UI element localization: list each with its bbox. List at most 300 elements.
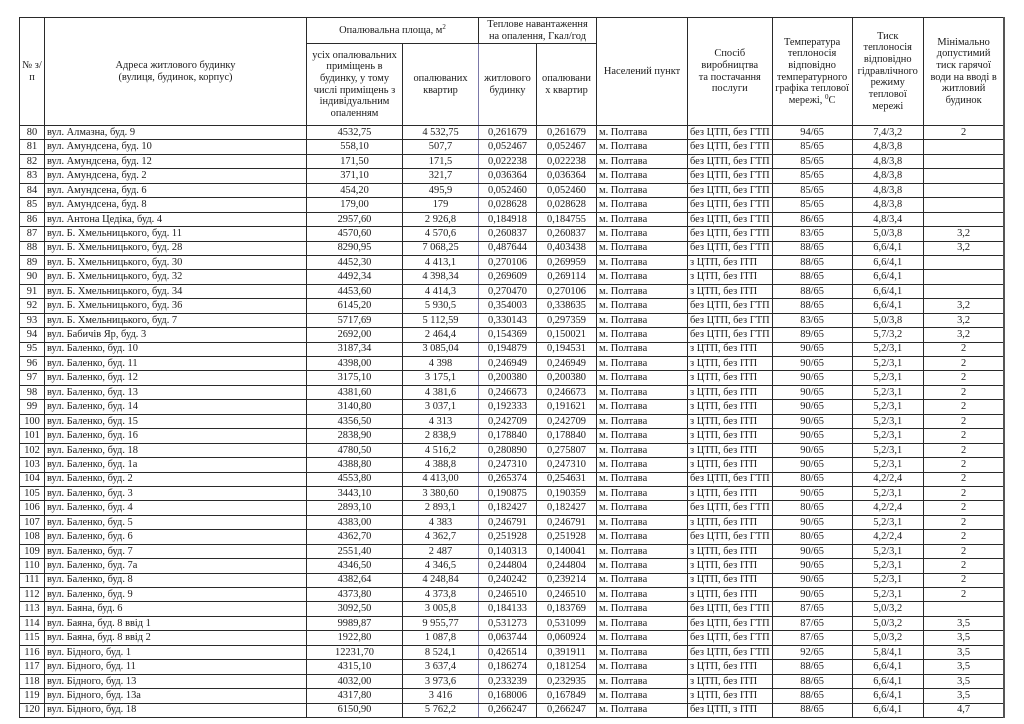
- row-temperature: 87/65: [772, 631, 852, 645]
- row-area-all: 454,20: [307, 183, 403, 197]
- row-load-house: 0,052460: [479, 183, 537, 197]
- row-address: вул. Баленко, буд. 6: [45, 530, 307, 544]
- row-min-pressure: 2: [923, 559, 1004, 573]
- row-address: вул. Баяна, буд. 8 ввід 1: [45, 616, 307, 630]
- row-area-apartments: 4 383: [403, 515, 479, 529]
- row-number: 115: [20, 631, 45, 645]
- row-number: 96: [20, 357, 45, 371]
- row-method: з ЦТП, без ІТП: [688, 443, 773, 457]
- row-settlement: м. Полтава: [597, 140, 688, 154]
- row-number: 114: [20, 616, 45, 630]
- row-method: без ЦТП, без ГТП: [688, 198, 773, 212]
- row-min-pressure: 2: [923, 429, 1004, 443]
- row-area-apartments: 7 068,25: [403, 241, 479, 255]
- row-settlement: м. Полтава: [597, 660, 688, 674]
- row-temperature: 88/65: [772, 689, 852, 703]
- row-load-apartments: 0,190359: [537, 486, 597, 500]
- row-address: вул. Бідного, буд. 11: [45, 660, 307, 674]
- row-area-all: 2551,40: [307, 544, 403, 558]
- row-load-house: 0,426514: [479, 645, 537, 659]
- row-settlement: м. Полтава: [597, 501, 688, 515]
- row-min-pressure: 3,2: [923, 227, 1004, 241]
- row-min-pressure: 3,5: [923, 674, 1004, 688]
- row-load-house: 0,063744: [479, 631, 537, 645]
- row-load-apartments: 0,270106: [537, 284, 597, 298]
- row-area-all: 2838,90: [307, 429, 403, 443]
- row-number: 99: [20, 400, 45, 414]
- row-min-pressure: 2: [923, 472, 1004, 486]
- row-area-apartments: 2 487: [403, 544, 479, 558]
- row-pressure: 6,6/4,1: [852, 689, 923, 703]
- table-row: [20, 674, 1005, 688]
- table-row: [20, 616, 1005, 630]
- row-number: 86: [20, 212, 45, 226]
- row-pressure: 5,8/4,1: [852, 645, 923, 659]
- row-number: 88: [20, 241, 45, 255]
- row-pressure: 5,2/3,1: [852, 414, 923, 428]
- row-address: вул. Амундсена, буд. 10: [45, 140, 307, 154]
- row-address: вул. Баленко, буд. 10: [45, 342, 307, 356]
- row-load-apartments: 0,200380: [537, 371, 597, 385]
- row-temperature: 90/65: [772, 371, 852, 385]
- row-method: з ЦТП, без ІТП: [688, 458, 773, 472]
- row-load-apartments: 0,269959: [537, 255, 597, 269]
- row-settlement: м. Полтава: [597, 328, 688, 342]
- table-row: [20, 472, 1005, 486]
- table-row: [20, 573, 1005, 587]
- row-area-all: 4373,80: [307, 588, 403, 602]
- table-row: [20, 645, 1005, 659]
- row-method: без ЦТП, без ГТП: [688, 299, 773, 313]
- row-pressure: 4,2/2,4: [852, 530, 923, 544]
- row-area-apartments: 4 414,3: [403, 284, 479, 298]
- row-number: 113: [20, 602, 45, 616]
- row-load-house: 0,270470: [479, 284, 537, 298]
- row-number: 85: [20, 198, 45, 212]
- row-area-apartments: 5 930,5: [403, 299, 479, 313]
- table-row: [20, 255, 1005, 269]
- row-address: вул. Баленко, буд. 7а: [45, 559, 307, 573]
- row-load-house: 0,246673: [479, 385, 537, 399]
- row-settlement: м. Полтава: [597, 602, 688, 616]
- row-method: без ЦТП, без ГТП: [688, 169, 773, 183]
- row-method: з ЦТП, без ІТП: [688, 255, 773, 269]
- row-load-house: 0,270106: [479, 255, 537, 269]
- table-row: [20, 140, 1005, 154]
- row-load-house: 0,178840: [479, 429, 537, 443]
- row-pressure: 5,2/3,1: [852, 429, 923, 443]
- row-pressure: 5,2/3,1: [852, 342, 923, 356]
- row-address: вул. Б. Хмельницького, буд. 36: [45, 299, 307, 313]
- row-number: 116: [20, 645, 45, 659]
- row-address: вул. Баленко, буд. 12: [45, 371, 307, 385]
- row-settlement: м. Полтава: [597, 689, 688, 703]
- row-settlement: м. Полтава: [597, 270, 688, 284]
- row-address: вул. Баленко, буд. 13: [45, 385, 307, 399]
- row-area-all: 5717,69: [307, 313, 403, 327]
- row-number: 100: [20, 414, 45, 428]
- row-settlement: м. Полтава: [597, 154, 688, 168]
- row-min-pressure: 3,5: [923, 660, 1004, 674]
- row-area-all: 4381,60: [307, 385, 403, 399]
- row-temperature: 83/65: [772, 227, 852, 241]
- row-number: 81: [20, 140, 45, 154]
- row-area-apartments: 5 762,2: [403, 703, 479, 717]
- row-address: вул. Б. Хмельницького, буд. 28: [45, 241, 307, 255]
- row-number: 106: [20, 501, 45, 515]
- row-settlement: м. Полтава: [597, 486, 688, 500]
- row-area-apartments: 2 893,1: [403, 501, 479, 515]
- row-pressure: 5,2/3,1: [852, 573, 923, 587]
- row-area-apartments: 4 398,34: [403, 270, 479, 284]
- row-address: вул. Баленко, буд. 14: [45, 400, 307, 414]
- row-pressure: 4,2/2,4: [852, 501, 923, 515]
- row-load-house: 0,233239: [479, 674, 537, 688]
- row-min-pressure: 2: [923, 414, 1004, 428]
- row-method: без ЦТП, без ГТП: [688, 602, 773, 616]
- row-number: 120: [20, 703, 45, 717]
- row-area-apartments: 4 570,6: [403, 227, 479, 241]
- header-pressure: Тиск теплоносія відповідно гідравлічного режиму теплової мережі: [852, 18, 923, 126]
- row-area-apartments: 4 532,75: [403, 126, 479, 140]
- row-load-apartments: 0,182427: [537, 501, 597, 515]
- row-number: 89: [20, 255, 45, 269]
- row-area-all: 171,50: [307, 154, 403, 168]
- row-area-all: 4356,50: [307, 414, 403, 428]
- row-number: 107: [20, 515, 45, 529]
- row-number: 119: [20, 689, 45, 703]
- header-heat-load: Теплове навантаження на опалення, Гкал/год: [479, 18, 597, 44]
- row-number: 110: [20, 559, 45, 573]
- row-pressure: 6,6/4,1: [852, 284, 923, 298]
- row-area-apartments: 507,7: [403, 140, 479, 154]
- row-method: без ЦТП, без ГТП: [688, 212, 773, 226]
- row-pressure: 6,6/4,1: [852, 660, 923, 674]
- row-address: вул. Баленко, буд. 5: [45, 515, 307, 529]
- row-load-house: 0,261679: [479, 126, 537, 140]
- row-temperature: 90/65: [772, 414, 852, 428]
- row-temperature: 90/65: [772, 443, 852, 457]
- row-min-pressure: [923, 154, 1004, 168]
- row-min-pressure: 3,2: [923, 299, 1004, 313]
- row-area-all: 4453,60: [307, 284, 403, 298]
- row-pressure: 5,2/3,1: [852, 588, 923, 602]
- row-load-apartments: 0,052467: [537, 140, 597, 154]
- row-method: без ЦТП, без ГТП: [688, 616, 773, 630]
- row-temperature: 90/65: [772, 573, 852, 587]
- row-address: вул. Бабичів Яр, буд. 3: [45, 328, 307, 342]
- row-address: вул. Бідного, буд. 13а: [45, 689, 307, 703]
- row-address: вул. Б. Хмельницького, буд. 34: [45, 284, 307, 298]
- row-temperature: 88/65: [772, 660, 852, 674]
- row-temperature: 80/65: [772, 472, 852, 486]
- row-min-pressure: [923, 183, 1004, 197]
- table-row: [20, 357, 1005, 371]
- row-area-apartments: 8 524,1: [403, 645, 479, 659]
- row-area-all: 3140,80: [307, 400, 403, 414]
- row-pressure: 5,2/3,1: [852, 515, 923, 529]
- row-min-pressure: 2: [923, 458, 1004, 472]
- row-address: вул. Амундсена, буд. 6: [45, 183, 307, 197]
- row-load-house: 0,140313: [479, 544, 537, 558]
- row-area-apartments: 171,5: [403, 154, 479, 168]
- row-load-apartments: 0,052460: [537, 183, 597, 197]
- row-method: з ЦТП, без ІТП: [688, 400, 773, 414]
- row-temperature: 85/65: [772, 183, 852, 197]
- row-temperature: 88/65: [772, 270, 852, 284]
- row-number: 108: [20, 530, 45, 544]
- row-pressure: 5,2/3,1: [852, 544, 923, 558]
- row-method: без ЦТП, без ГТП: [688, 472, 773, 486]
- table-row: [20, 126, 1005, 140]
- row-address: вул. Антона Цедіка, буд. 4: [45, 212, 307, 226]
- row-area-all: 4317,80: [307, 689, 403, 703]
- row-address: вул. Бідного, буд. 18: [45, 703, 307, 717]
- row-method: з ЦТП, без ІТП: [688, 371, 773, 385]
- row-load-apartments: 0,022238: [537, 154, 597, 168]
- row-number: 111: [20, 573, 45, 587]
- row-address: вул. Баленко, буд. 4: [45, 501, 307, 515]
- row-settlement: м. Полтава: [597, 299, 688, 313]
- header-area-apartments: опалюваних квартир: [403, 44, 479, 126]
- row-pressure: 6,6/4,1: [852, 241, 923, 255]
- row-method: з ЦТП, без ІТП: [688, 284, 773, 298]
- table-row: [20, 414, 1005, 428]
- row-method: з ЦТП, без ІТП: [688, 559, 773, 573]
- row-area-apartments: 4 413,00: [403, 472, 479, 486]
- table-row: [20, 458, 1005, 472]
- row-load-house: 0,266247: [479, 703, 537, 717]
- row-temperature: 94/65: [772, 126, 852, 140]
- table-row: [20, 328, 1005, 342]
- row-settlement: м. Полтава: [597, 227, 688, 241]
- row-number: 94: [20, 328, 45, 342]
- row-settlement: м. Полтава: [597, 631, 688, 645]
- row-temperature: 90/65: [772, 458, 852, 472]
- row-load-apartments: 0,251928: [537, 530, 597, 544]
- row-method: з ЦТП, без ІТП: [688, 515, 773, 529]
- row-temperature: 88/65: [772, 703, 852, 717]
- table-row: [20, 530, 1005, 544]
- row-method: з ЦТП, без ІТП: [688, 486, 773, 500]
- row-number: 82: [20, 154, 45, 168]
- table-row: [20, 689, 1005, 703]
- row-min-pressure: 2: [923, 443, 1004, 457]
- row-area-apartments: 4 381,6: [403, 385, 479, 399]
- row-min-pressure: [923, 169, 1004, 183]
- row-area-all: 4346,50: [307, 559, 403, 573]
- row-number: 101: [20, 429, 45, 443]
- row-method: з ЦТП, без ІТП: [688, 674, 773, 688]
- row-address: вул. Баленко, буд. 11: [45, 357, 307, 371]
- row-pressure: 5,2/3,1: [852, 371, 923, 385]
- row-temperature: 80/65: [772, 530, 852, 544]
- row-area-apartments: 3 637,4: [403, 660, 479, 674]
- row-load-house: 0,240242: [479, 573, 537, 587]
- row-temperature: 88/65: [772, 299, 852, 313]
- row-temperature: 85/65: [772, 169, 852, 183]
- table-row: [20, 385, 1005, 399]
- row-area-apartments: 4 398: [403, 357, 479, 371]
- table-row: [20, 198, 1005, 212]
- row-address: вул. Амундсена, буд. 12: [45, 154, 307, 168]
- table-row: [20, 486, 1005, 500]
- table-row: [20, 602, 1005, 616]
- row-pressure: 6,6/4,1: [852, 674, 923, 688]
- row-address: вул. Амундсена, буд. 8: [45, 198, 307, 212]
- row-pressure: 5,0/3,2: [852, 602, 923, 616]
- row-load-apartments: 0,167849: [537, 689, 597, 703]
- table-header: [20, 18, 1005, 126]
- row-address: вул. Баленко, буд. 1а: [45, 458, 307, 472]
- row-pressure: 5,7/3,2: [852, 328, 923, 342]
- row-min-pressure: [923, 284, 1004, 298]
- row-pressure: 5,2/3,1: [852, 486, 923, 500]
- table-row: [20, 631, 1005, 645]
- row-load-house: 0,154369: [479, 328, 537, 342]
- row-area-apartments: 9 955,77: [403, 616, 479, 630]
- row-pressure: 4,8/3,8: [852, 154, 923, 168]
- row-load-apartments: 0,247310: [537, 458, 597, 472]
- row-load-apartments: 0,184755: [537, 212, 597, 226]
- row-address: вул. Баленко, буд. 16: [45, 429, 307, 443]
- row-min-pressure: [923, 140, 1004, 154]
- table-body: [20, 126, 1005, 718]
- row-area-apartments: 4 516,2: [403, 443, 479, 457]
- row-settlement: м. Полтава: [597, 588, 688, 602]
- row-load-apartments: 0,246673: [537, 385, 597, 399]
- row-number: 117: [20, 660, 45, 674]
- row-area-apartments: 4 346,5: [403, 559, 479, 573]
- row-load-apartments: 0,297359: [537, 313, 597, 327]
- row-temperature: 83/65: [772, 313, 852, 327]
- row-area-all: 558,10: [307, 140, 403, 154]
- row-load-apartments: 0,178840: [537, 429, 597, 443]
- row-settlement: м. Полтава: [597, 385, 688, 399]
- row-load-apartments: 0,266247: [537, 703, 597, 717]
- row-area-apartments: 4 362,7: [403, 530, 479, 544]
- row-pressure: 5,2/3,1: [852, 458, 923, 472]
- row-area-all: 4452,30: [307, 255, 403, 269]
- row-method: з ЦТП, без ІТП: [688, 385, 773, 399]
- header-load-house: житлового будинку: [479, 44, 537, 126]
- table-row: [20, 588, 1005, 602]
- row-area-apartments: 4 313: [403, 414, 479, 428]
- row-min-pressure: 2: [923, 486, 1004, 500]
- table-row: [20, 501, 1005, 515]
- row-load-apartments: 0,239214: [537, 573, 597, 587]
- row-area-all: 4383,00: [307, 515, 403, 529]
- row-number: 103: [20, 458, 45, 472]
- row-address: вул. Алмазна, буд. 9: [45, 126, 307, 140]
- row-number: 90: [20, 270, 45, 284]
- row-load-apartments: 0,194531: [537, 342, 597, 356]
- row-min-pressure: 3,2: [923, 313, 1004, 327]
- row-method: з ЦТП, без ІТП: [688, 414, 773, 428]
- row-load-house: 0,052467: [479, 140, 537, 154]
- row-temperature: 90/65: [772, 357, 852, 371]
- table-row: [20, 284, 1005, 298]
- row-method: без ЦТП, без ГТП: [688, 645, 773, 659]
- row-temperature: 90/65: [772, 588, 852, 602]
- row-min-pressure: 3,2: [923, 241, 1004, 255]
- row-temperature: 92/65: [772, 645, 852, 659]
- row-settlement: м. Полтава: [597, 544, 688, 558]
- row-load-apartments: 0,254631: [537, 472, 597, 486]
- row-address: вул. Баленко, буд. 18: [45, 443, 307, 457]
- row-load-apartments: 0,244804: [537, 559, 597, 573]
- row-method: з ЦТП, без ІТП: [688, 573, 773, 587]
- row-number: 109: [20, 544, 45, 558]
- row-min-pressure: 2: [923, 515, 1004, 529]
- row-temperature: 90/65: [772, 385, 852, 399]
- row-load-apartments: 0,391911: [537, 645, 597, 659]
- row-method: без ЦТП, без ГТП: [688, 154, 773, 168]
- row-address: вул. Баленко, буд. 8: [45, 573, 307, 587]
- table-row: [20, 227, 1005, 241]
- row-min-pressure: 2: [923, 357, 1004, 371]
- row-load-apartments: 0,028628: [537, 198, 597, 212]
- row-min-pressure: [923, 198, 1004, 212]
- row-pressure: 6,6/4,1: [852, 703, 923, 717]
- row-method: з ЦТП, без ІТП: [688, 270, 773, 284]
- row-area-apartments: 179: [403, 198, 479, 212]
- row-load-apartments: 0,181254: [537, 660, 597, 674]
- table-row: [20, 313, 1005, 327]
- row-address: вул. Б. Хмельницького, буд. 30: [45, 255, 307, 269]
- row-number: 98: [20, 385, 45, 399]
- row-number: 102: [20, 443, 45, 457]
- row-address: вул. Баленко, буд. 2: [45, 472, 307, 486]
- row-area-all: 4362,70: [307, 530, 403, 544]
- row-area-all: 371,10: [307, 169, 403, 183]
- heating-buildings-table: [19, 17, 1005, 718]
- row-area-apartments: 495,9: [403, 183, 479, 197]
- table-row: [20, 342, 1005, 356]
- row-min-pressure: 2: [923, 371, 1004, 385]
- row-number: 93: [20, 313, 45, 327]
- row-area-all: 4532,75: [307, 126, 403, 140]
- row-number: 104: [20, 472, 45, 486]
- row-settlement: м. Полтава: [597, 616, 688, 630]
- row-method: без ЦТП, без ГТП: [688, 328, 773, 342]
- row-area-all: 4553,80: [307, 472, 403, 486]
- row-area-apartments: 3 037,1: [403, 400, 479, 414]
- row-method: з ЦТП, без ІТП: [688, 342, 773, 356]
- row-address: вул. Б. Хмельницького, буд. 32: [45, 270, 307, 284]
- header-address: Адреса житлового будинку (вулиця, будинок, корпус): [45, 18, 307, 126]
- row-temperature: 85/65: [772, 198, 852, 212]
- row-settlement: м. Полтава: [597, 472, 688, 486]
- row-min-pressure: 2: [923, 385, 1004, 399]
- row-method: з ЦТП, без ІТП: [688, 588, 773, 602]
- table-row: [20, 515, 1005, 529]
- header-min-pressure: Мінімально допустимий тиск гарячої води на вводі в житловий будинок: [923, 18, 1004, 126]
- row-temperature: 90/65: [772, 486, 852, 500]
- row-method: з ЦТП, без ІТП: [688, 689, 773, 703]
- row-area-apartments: 1 087,8: [403, 631, 479, 645]
- row-load-apartments: 0,403438: [537, 241, 597, 255]
- row-load-apartments: 0,260837: [537, 227, 597, 241]
- row-area-apartments: 5 112,59: [403, 313, 479, 327]
- row-number: 95: [20, 342, 45, 356]
- row-temperature: 80/65: [772, 501, 852, 515]
- row-temperature: 90/65: [772, 429, 852, 443]
- row-min-pressure: 3,2: [923, 328, 1004, 342]
- row-area-all: 6150,90: [307, 703, 403, 717]
- row-load-house: 0,244804: [479, 559, 537, 573]
- row-min-pressure: 2: [923, 573, 1004, 587]
